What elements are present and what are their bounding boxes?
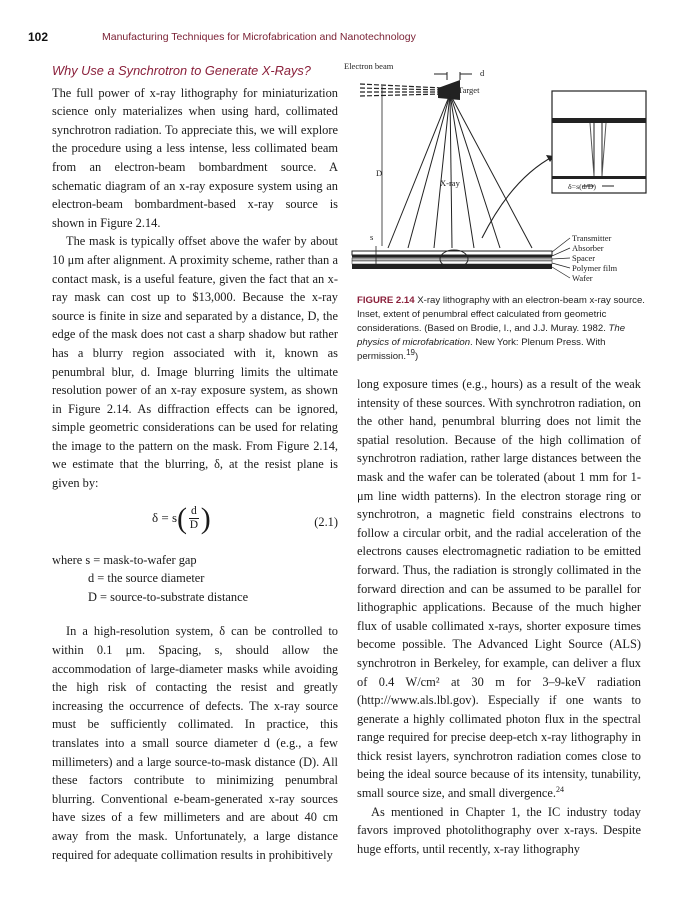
- label-target: Target: [458, 85, 480, 95]
- leader-line: [552, 263, 570, 268]
- spacer-layer: [352, 258, 552, 261]
- left-column: [52, 62, 338, 864]
- electron-beam-lines: [360, 84, 442, 96]
- leader-line: [552, 248, 570, 256]
- definition-D: D = source-to-substrate distance: [88, 589, 249, 604]
- page-number: 102: [28, 30, 49, 44]
- section-heading: Why Use a Synchrotron to Generate X-Rays?: [52, 63, 311, 78]
- label-delta-formula: δ=s(d/D): [568, 182, 596, 191]
- caption-reference: 19: [406, 347, 415, 357]
- label-polymer-film: Polymer film: [572, 263, 618, 273]
- definition-s: where s = mask-to-wafer gap: [52, 552, 197, 567]
- equation-paren-close: ): [200, 501, 211, 535]
- paragraph: [357, 375, 641, 803]
- label-wafer: Wafer: [572, 273, 593, 283]
- label-d: d: [480, 68, 485, 78]
- xray-ray: [434, 94, 450, 248]
- xray-ray: [450, 94, 500, 248]
- paragraph: The full power of x-ray lithography for miniaturization science only materializes when using hard, collimated synchrotron radiation. To appreciate this, we will explore the procedure using a less intense, less collimated beam from an electron-beam bombardment source. A schematic diagram of an x-ray exposure system using an electron-beam bombardment-based x-ray source is shown in Figure 2.14.: [52, 85, 338, 230]
- xray-ray: [408, 94, 450, 248]
- beam-line: [360, 88, 442, 90]
- xray-ray: [450, 94, 452, 248]
- absorber-layer: [352, 255, 552, 258]
- label-absorber: Absorber: [572, 243, 604, 253]
- paragraph-text: long exposure times (e.g., hours) as a result of the weak intensity of these sources. With synchrotron radiation, on the other hand, penumbral blurring does not limit the spatial resolution. Because of the high collimation of synchrotron radiation, rather large distances between the mask and the wafer can be tolerated (about 1 mm for 1-μm line width patterns). In the electron storage ring or synchrotron, a magnetic field constrains electrons to follow a circular orbit, and the radial acceleration of the electrons causes electromagnetic radiation to be emitted forward. Thus, the radiation is strongly collimated in the forward direction and can be assumed to be parallel for lithographic applications. Because of the much higher flux of usable collimated x-rays, shorter exposure times become possible. The Advanced Light Source (ALS) synchrotron in Berkeley, for example, can deliver a flux of 0.4 W/cm² at 30 m for 3–9-keV radiation (http://www.als.lbl.gov). Especially if one wants to generate a highly collimated photon flux in the spectral range required for precise deep-etch x-ray lithography in thick resist layers, synchrotron radiation comes close to being the ideal source because of its intensity, tunability, small source size, and small divergence.: [357, 377, 641, 801]
- transmitter-layer: [352, 251, 552, 255]
- equation-fraction: [189, 505, 199, 532]
- definition-d: d = the source diameter: [88, 571, 205, 586]
- polymer-film-layer: [352, 261, 552, 264]
- label-leaders: [552, 238, 570, 278]
- leader-line: [552, 258, 570, 259]
- label-s: s: [370, 232, 374, 242]
- caption-text: X-ray lithography with an electron-beam x-ray source. Inset, extent of penumbral effect calculated from geometric considerations. (Based on Brodie, I., and J.J. Muray. 1982.: [357, 295, 645, 334]
- equation-denominator: D: [189, 519, 199, 532]
- caption-text: . New York: Plenum Press. With permission.: [357, 337, 606, 362]
- paragraph: The mask is typically offset above the wafer by about 10 μm after alignment. A proximity scheme, rather than a contact mask, is a useful feature, given the fact that an x-ray mask can cost up to $13,000. Because the x-ray source is finite in size and separated by a distance, D, the edge of the mask does not cast a sharp shadow but rather has a blurry region associated with it, known as penumbral blur, d. Image blurring limits the ultimate resolution power of an x-ray exposure system, as shown in Figure 2.14. As diffraction effects can be ignored, simple geometric considerations can be used for relating the image to the pattern on the mask. From Figure 2.14, we estimate that the blurring, δ, at the resist plane is given by:: [52, 234, 338, 491]
- right-column: [357, 375, 641, 858]
- label-transmitter: Transmitter: [572, 233, 612, 243]
- beam-line: [360, 94, 442, 96]
- xray-ray: [388, 94, 450, 248]
- label-electron-beam: Electron beam: [344, 61, 394, 71]
- figure-caption: [357, 294, 647, 364]
- equation-paren-open: (: [177, 501, 188, 535]
- running-header: Manufacturing Techniques for Microfabrication and Nanotechnology: [102, 31, 416, 43]
- equation-2-1: [52, 501, 338, 541]
- caption-text: ): [414, 351, 419, 362]
- xray-rays: [388, 94, 532, 248]
- caption-label: FIGURE 2.14: [357, 295, 415, 306]
- variable-definitions: [52, 551, 338, 607]
- caption-book-title: The physics of microfabrication: [357, 323, 626, 348]
- equation-lhs: δ = s: [152, 510, 178, 526]
- reference-marker: 24: [556, 784, 564, 794]
- inset-wafer: [552, 176, 646, 179]
- equation-number: (2.1): [314, 514, 338, 529]
- beam-line: [360, 84, 442, 88]
- paragraph: In a high-resolution system, δ can be controlled to within 0.1 μm. Spacing, s, should allow the accommodation of large-diameter masks while avoiding the high risk of contacting the resist and greatly increasing the occurrence of defects. The x-ray source must be sufficiently collimated. In practice, this translates into a small source diameter d (e.g., a few millimeters) and a large source-to-mask distance (D). All these factors contribute to minimizing penumbral blurring. Conventional e-beam-generated x-ray sources have sizes of a few millimeters and are about 40 cm away from the mask. Unfortunately, a large distance required for adequate collimation results in prohibitively: [52, 624, 338, 862]
- paragraph: As mentioned in Chapter 1, the IC industry today favors improved photolithography over x-rays. Despite huge efforts, until recently, x-ray lithography: [357, 804, 641, 856]
- label-xray: X-ray: [440, 178, 460, 188]
- inset-absorber: [552, 118, 646, 123]
- figure-2-14-diagram: [342, 58, 652, 293]
- label-D: D: [376, 168, 383, 178]
- leader-line: [552, 238, 570, 252]
- equation-numerator: d: [191, 505, 197, 518]
- label-spacer: Spacer: [572, 253, 596, 263]
- leader-line: [552, 267, 570, 278]
